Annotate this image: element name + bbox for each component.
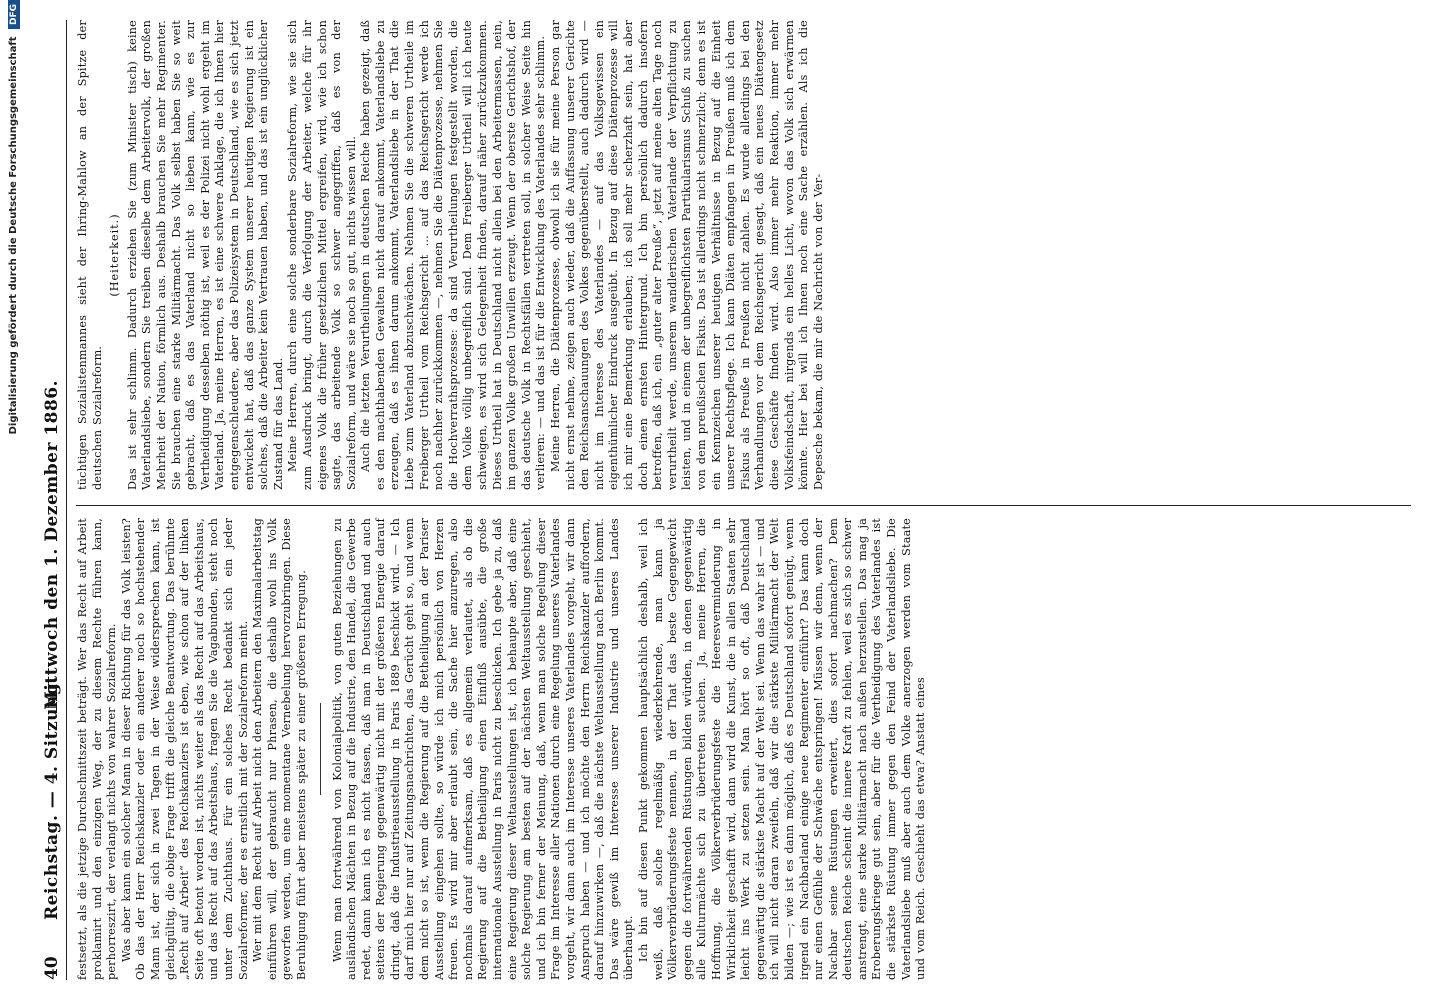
right-column <box>76 20 826 490</box>
right-paragraph-4: Meine Herren, die Diätenprozesse, obwohl ich sie für meine Person gar nicht ernst nehme, zeigen auch wieder, daß die Auffassung unserer Gerichte den Reichsanschauungen des Volkes gegenüberstellt, auch dadurch wird — nicht im Interesse des Vaterlandes — auf das Volksgewissen ein eigenthümlicher Eindruck ausgeübt. In Bezug auf diese Diätenprozesse will ich mir eine Bemerkung erlauben; ich soll mehr scherzhaft sein, hat aber doch einen ernsten Hintergrund. Ich bin persönlich dadurch insofern betroffen, daß ich, ein „guter alter Preuße“, jetzt auf meine alten Tage noch verurtheilt werde, unserem wandlerischen Vaterlande der Verpflichtung zu leisten, und in einem der unbegreiflichsten Partikularismus Schuß zu suchen von dem preußischen Fiskus. Das ist allerdings nicht schmerzlich; denn es ist ein Kennzeichen unserer heutigen Verhältnisse in Bezug auf die Einheit unserer Rechtspflege. Ich kann Diäten empfangen in Preußen muß ich dem Fiskus als Preuße in Preußen nicht zahlen. Es wurde allerdings bei den Verhandlungen vor dem Reichsgericht gesagt, daß ein neues Diätengesetz diese Geschäfte finden wird. Also immer mehr Reaktion, immer mehr Volksfeindschaft, nirgends ein helles Licht, wovon das Volk sich erwärmen könnte. Hier bei will ich Ihnen noch eine Sache erzählen. Als ich die Depesche bekam, die mir die Nachricht von der Ver- <box>549 20 825 490</box>
right-paragraph-2: Meine Herren, durch eine solche sonderbare Sozialreform, wie sie sich zum Ausdruck bringt, durch die Verfolgung der Arbeiter, welche für ihr eigenes Volk die früher gesetzlichen Mittel ergreifen, wird, wie ich schon sagte, das arbeitende Volk so schwer angegriffen, daß es von der Sozialreform, und wäre sie noch so gut, nichts wissen will. <box>286 20 358 490</box>
page-header <box>40 20 67 980</box>
left-column <box>76 518 929 980</box>
right-intro: tüchtigen Sozialistenmannes sieht der Ihring-Mahlow an der Spitze der deutschen Sozialreform. <box>76 20 104 490</box>
left-paragraph-2: Was aber kann ein solcher Mann in dieser Richtung für das Volk leisten? Ob das der Herr Reichskanzler oder ein anderer noch so hochstehender Mann ist, der sich in zwei Tagen in der Weise widersprechen kann, ist gleichgültig, die obige Frage trifft die gleiche Beantwortung. Das berühmte „Recht auf Arbeit“ des Reichskanzlers ist eben, wie schon auf der linken Seite oft betont worden ist, nichts weiter als das Recht auf das Arbeitshaus, und das Recht auf das Arbeitshaus, fragen Sie die Vagabunden, steht noch unter dem Zuchthaus. Für ein solches Recht bedankt sich ein jeder Sozialreformer, der es ernstlich mit der Sozialreform meint. <box>119 518 250 980</box>
left-paragraph-3: Wer mit dem Recht auf Arbeit nicht den Arbeitern den Maximalarbeitstag einführen will, der gebraucht nur Phrasen, die deshalb wohl ins Volk geworfen werden, um eine momentane Vernebelung hervorzubringen. Diese Beruhigung führt aber meistens später zu einer größeren Erregung. <box>251 518 308 980</box>
dfg-logo: DFG <box>8 0 20 29</box>
right-paragraph-1: Das ist sehr schlimm. Dadurch erziehen Sie (zum Minister tisch) keine Vaterlandsliebe, sondern Sie treiben dieselbe dem Arbeitervolk, der großen Mehrheit der Nation, förmlich aus. Deshalb brauchen Sie mehr Regimenter. Sie brauchen eine starke Militärmacht. Das Volk selbst haben Sie so weit gebracht, daß es das Vaterland nicht so lieben kann, wie es zur Vertheidigung desselben nöthig ist, weil es der Polizei nicht wohl ergeht im Vaterland. Ja, meine Herren, es ist eine schwere Anklage, die ich Ihnen hier entgegenschleudere, aber das Polizeisystem in Deutschland, wie es sich jetzt entwickelt hat, daß das ganze System unserer heutigen Regierung ist ein solches, daß die Arbeiter kein Vertrauen haben, und das ist ein unglücklicher Zustand für das Land. <box>125 20 285 490</box>
section-separator <box>320 703 321 795</box>
column-divider <box>76 505 1411 506</box>
page-number: 40 <box>42 956 62 980</box>
header-left-title: Reichstag. — 4. Sitzung. <box>42 676 62 920</box>
digitization-credit <box>8 0 30 1000</box>
left-paragraph-1: festsetzt, als die jetzige Durchschnittszeit beträgt. Wer das Recht auf Arbeit proklamirt und den einzigen Weg, der zu diesem Rechte führen kann, perhorreszirt, der verlangt nichts von wahrer Sozialreform. <box>76 518 119 980</box>
credit-text: Digitalisierung gefördert durch die Deutsche Forschungsgemeinschaft <box>8 36 19 435</box>
right-laughter-note: (Heiterkeit.) <box>108 213 122 297</box>
left-paragraph-4: Wenn man fortwährend von Kolonialpolitik, von guten Beziehungen zu ausländischen Mächten in Bezug auf die Industrie, den Handel, die Gewerbe redet, dann kann ich es nicht fassen, daß man in Deutschland und auch seitens der Regierung gegenwärtig nicht mit der größeren Energie darauf dringt, daß die Industrieausstellung in Paris 1889 beschickt wird. — Ich darf mich hier nur auf Zeitungsnachrichten, das Gerücht geht so, und wenn dem nicht so ist, wenn die Regierung auf die Betheiligung an der Pariser Ausstellung eingehen sollte, so würde ich mich persönlich von Herzen freuen. Es wird mir aber erlaubt sein, die Sache hier anzuregen, also nochmals darauf aufmerksam, daß es allgemein verlautet, als ob die Regierung auf die Betheiligung einen Einfluß ausübte, die große internationale Ausstellung in Paris nicht zu beschicken. Ich gebe ja zu, daß eine Regierung dieser Weltausstellungen ist, ich behaupte aber, daß eine solche Regierung am besten auf der nächsten Weltausstellung geschieht, und ich bin ferner der Meinung, daß, wenn man solche Regelung dieser Frage im Interesse aller Nationen durch eine Regelung unseres Vaterlandes vorgeht, wir dann auch im Interesse unseres Vaterlandes vorgeht, wir dann Anspruch haben — und ich möchte den Herrn Reichskanzler auffordern, darauf hinzuwirken —, daß die nächste Weltausstellung nach Berlin kommt. Das wäre gewiß im Interesse unserer Industrie und unseres Landes überhaupt. <box>330 518 636 980</box>
header-center-title: Mittwoch den 1. Dezember 1886. <box>42 379 62 710</box>
right-paragraph-3: Auch die letzten Verurtheilungen in deutschen Reiche haben gezeigt, daß es den machthabenden Gewalten nicht darauf ankommt, Vaterlandsliebe zu erzeugen, daß es ihnen darum ankommt, Vaterlandsliebe in der That die Liebe zum Vaterland abzuschwächen. Nehmen Sie die schweren Urtheile im Freiberger Urtheil vom Reichsgericht ... auf das Reichsgericht werde ich noch nachher zurückkommen —, nehmen Sie die Diätenprozesse, nehmen Sie die Hochverrathsprozesse: da sind Verurtheilungen festgestellt worden, die dem Volke völlig unbegreiflich sind. Dem Freiberger Urtheil will ich heute schweigen, es wird sich Gelegenheit finden, darauf näher zurückzukommen. Dieses Urtheil hat in Deutschland nicht allein bei den Arbeitermassen, nein, im ganzen Volke großen Unwillen erzeugt. Wenn der oberste Gerichtshof, der das deutsche Volk in Rechtsfällen vertreten soll, in solcher Weise Seite hin verlieren: — und das ist für die Entwicklung des Vaterlandes sehr schlimm. <box>359 20 548 490</box>
left-paragraph-5: Ich bin auf diesen Punkt gekommen hauptsächlich deshalb, weil ich weiß, daß solche regelmäßig wiederkehrende, man kann ja Völkerverbrüderungsfeste nennen, in der That das beste Gegengewicht gegen die fortwährenden Rüstungen bilden würden, in denen gegenwärtig alle Kulturmächte sich zu übertreten suchen. Ja, meine Herren, die Hoffnung, die Völkerverbrüderungsfeste die Heeresverminderung in Wirklichkeit geschafft wird, dann wird die Kunst, die in allen Staaten sehr leicht ins Werk zu setzen sein. Man hört so oft, daß Deutschland gegenwärtig die stärkste Macht auf der Welt sei. Wenn das wahr ist — und ich will nicht daran zweifeln, daß wir die stärkste Militärmacht der Welt bilden —; wie ist es dann möglich, daß es Deutschland sofort genügt, wenn irgend ein Nachbarland einige neue Regimenter einführt? Das kann doch nur einen Gefühle der Schwäche entspringen! Müssen wir denn, wenn der Nachbar seine Rüstungen erweitert, dies sofort nachmachen? Dem deutschen Reiche scheint die innere Kraft zu fehlen, weil es sich so schwer anstrengt, eine starke Militärmacht nach außen herzustellen. Das mag ja Eroberungskriege gut sein, aber für die Vertheidigung des Vaterlandes ist die stärkste Rüstung immer gegen den Feind der Vaterlandsliebe. Die Vaterlandsliebe muß aber auch dem Volke anerzogen werden vom Staate und vom Reich. Geschieht das etwa? Anstatt eines <box>636 518 928 980</box>
